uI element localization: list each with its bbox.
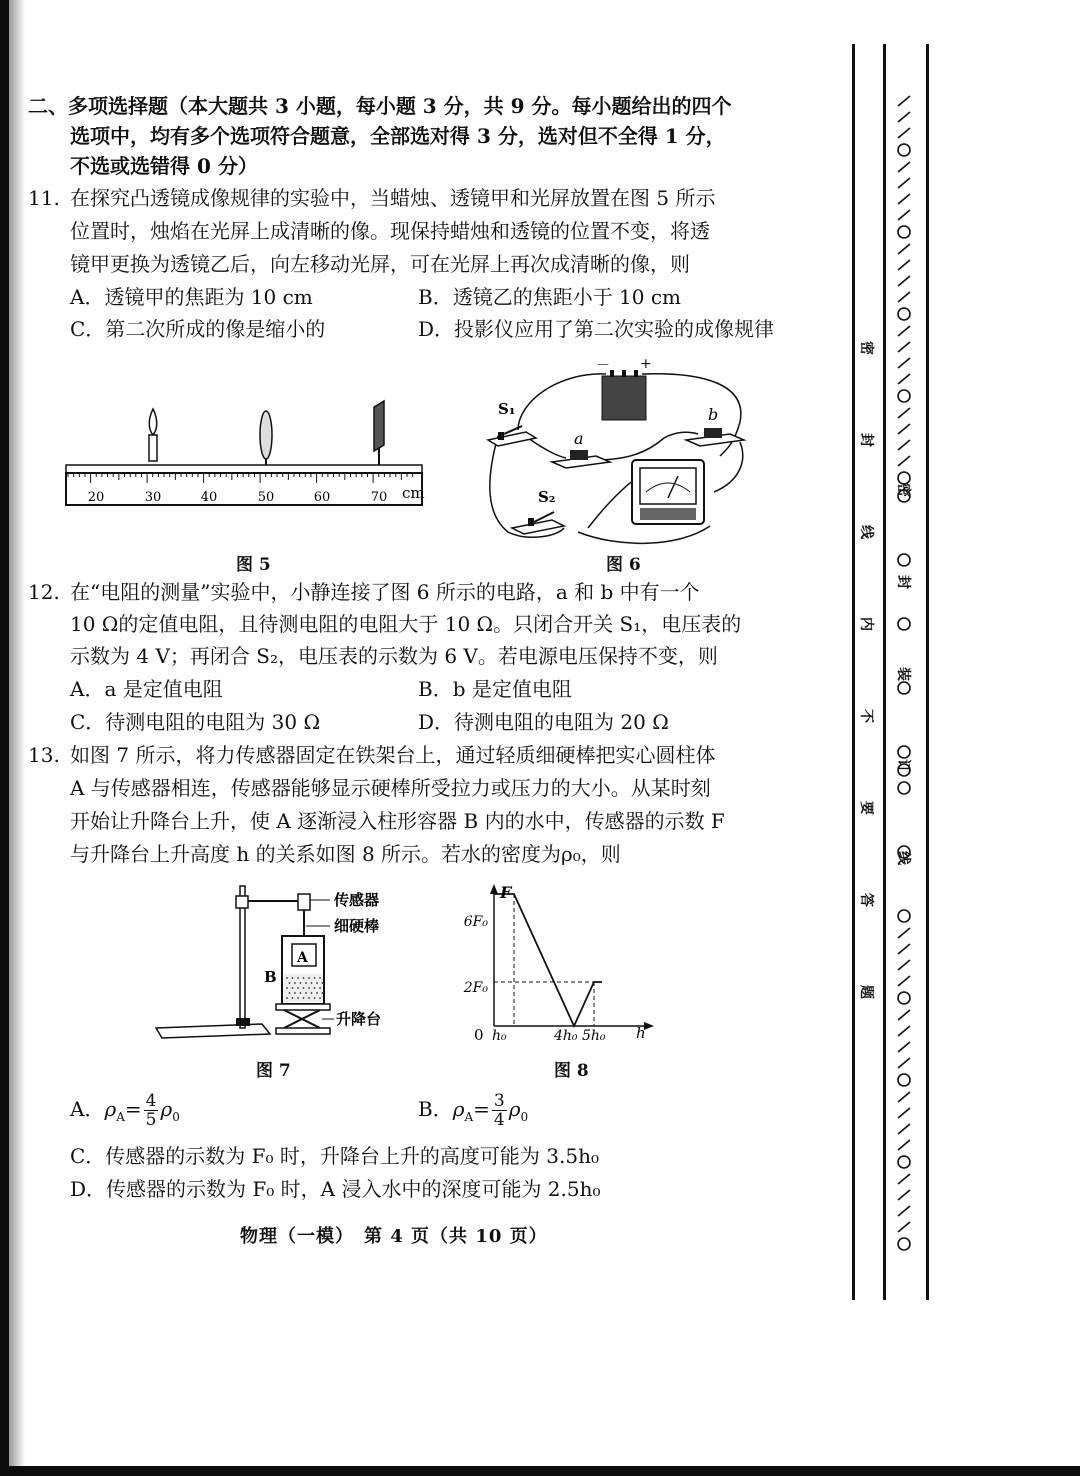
q13-stem-line4: 与升降台上升高度 h 的关系如图 8 所示。若水的密度为ρ₀，则 [70,842,621,866]
binding-line-right [926,44,929,1300]
resistor-b [686,428,744,446]
binding-slash [898,440,910,450]
water-dot [292,997,294,999]
water-dot [286,987,288,989]
water-dot [308,997,310,999]
q12-option-a: A．a 是定值电阻 [70,677,223,701]
binding-slash [898,960,910,970]
q12-number: 12. [28,580,60,604]
binding-circle [898,1238,910,1250]
x-tick-5h0: 5h₀ [582,1028,606,1044]
lens [260,411,272,465]
lift-platform [276,1004,334,1034]
q12-stem-line2: 10 Ω的定值电阻，且待测电阻的电阻大于 10 Ω。只闭合开关 S₁，电压表的 [70,612,742,636]
scan-shadow [9,0,25,1476]
figure-8-graph [444,878,664,1048]
fraction-4-5 [144,1092,159,1129]
water-dot [303,987,305,989]
q11-stem-line3: 镜甲更换为透镜乙后，向左移动光屏，可在光屏上再次成清晰的像，则 [70,252,690,276]
q11-option-d: D．投影仪应用了第二次实验的成像规律 [418,317,775,341]
battery [602,370,646,420]
binding-slash [898,1222,910,1232]
origin-label: 0 [474,1026,484,1044]
binding-circle [898,1156,910,1168]
q11-option-c: C．第二次所成的像是缩小的 [70,317,326,341]
binding-circle [898,746,910,758]
rho-0-sub: 0 [172,1110,180,1124]
rod-label: 细硬棒 [334,917,380,935]
water-dot [311,982,313,984]
binding-circle [898,490,910,502]
q13-stem-line3: 开始让升降台上升，使 A 逐渐浸入柱形容器 B 内的水中，传感器的示数 F [70,809,725,833]
figure-6-caption: 图 6 [606,555,641,575]
f-h-curve [494,894,602,1026]
q13-stem-line2: A 与传感器相连，传感器能够显示硬棒所受拉力或压力的大小。从某时刻 [70,776,711,800]
fraction-denominator: 4 [493,1110,505,1130]
rho-a-sub: A [116,1110,125,1124]
binding-slash [898,1206,910,1216]
rho-a: ρ [104,1097,117,1121]
figure-7-caption: 图 7 [256,1061,291,1081]
water-dot [294,992,296,994]
water-dot [308,987,310,989]
figure-7-apparatus [150,878,410,1048]
q13-option-c: C．传感器的示数为 F₀ 时，升降台上升的高度可能为 3.5h₀ [70,1144,599,1168]
binding-circle [898,910,910,922]
ruler-label-20: 20 [87,490,105,505]
water-dot [303,977,305,979]
binding-circle [898,554,910,566]
x-tick-4h0: 4h₀ [554,1028,578,1044]
binding-char: 内 [858,617,874,631]
scan-bottom-edge [0,1466,1080,1476]
water-dot [319,997,321,999]
binding-char: 线 [895,851,911,865]
section-heading-line1: 二、多项选择题（本大题共 3 小题，每小题 3 分，共 9 分。每小题给出的四个 [28,94,732,118]
binding-circle [898,472,910,484]
resistor-b-label: b [708,405,719,424]
water-dot [316,982,318,984]
q12-option-d: D．待测电阻的电阻为 20 Ω [418,710,669,734]
fraction-numerator: 4 [145,1091,157,1111]
binding-slash [898,1174,910,1184]
binding-slash [898,1010,910,1020]
binding-char: 订 [895,759,911,773]
q13-option-b-prefix: B． [418,1097,453,1121]
binding-slash [898,1058,910,1068]
binding-slash [898,342,910,352]
sensor-label: 传感器 [334,891,380,909]
q11-stem-line1: 在探究凸透镜成像规律的实验中，当蜡烛、透镜甲和光屏放置在图 5 所示 [70,186,716,210]
rho-a-sub: A [464,1110,474,1124]
y-axis-arrow [490,884,498,894]
rho-0-sub: 0 [520,1110,529,1124]
binding-circle [898,1074,910,1086]
binding-slash [898,456,910,466]
x-tick-h0: h₀ [492,1028,507,1044]
figure-5-optical-bench [60,395,430,520]
switch-s2 [512,512,564,534]
water-dot [289,992,291,994]
binding-circle [898,782,910,794]
binding-char: 密 [895,483,911,497]
water-dot [305,992,307,994]
q13-option-a-prefix: A． [70,1097,105,1121]
binding-slash [898,162,910,172]
water-dot [303,997,305,999]
resistor-a [552,450,610,468]
fraction-numerator: 3 [493,1091,505,1111]
q11-option-b: B．透镜乙的焦距小于 10 cm [418,285,682,309]
binding-slash [898,1108,910,1118]
binding-slash [898,276,910,286]
ruler-label-60: 60 [313,490,331,505]
binding-slash [898,1092,910,1102]
equals: = [473,1097,490,1121]
binding-circle [898,226,910,238]
binding-slash [898,128,910,138]
scan-left-edge [0,0,9,1476]
binding-circle [898,144,910,156]
binding-slash [898,260,910,270]
water-dot [305,982,307,984]
binding-circle [898,992,910,1004]
binding-slash [898,1026,910,1036]
binding-slash [898,326,910,336]
ruler-label-30: 30 [144,490,162,505]
y-axis-label: F [500,883,512,902]
q12-stem-line1: 在“电阻的测量”实验中，小静连接了图 6 所示的电路，a 和 b 中有一个 [70,580,700,604]
fraction-denominator: 5 [145,1110,157,1130]
water-dot [314,977,316,979]
binding-slash [898,928,910,938]
binding-slash [898,96,910,106]
binding-circle [898,764,910,776]
section-heading-line2: 选项中，均有多个选项符合题意，全部选对得 3 分，选对但不全得 1 分， [70,124,726,148]
water-dot [297,997,299,999]
force-sensor [298,894,330,910]
binding-char: 封 [858,433,874,447]
bench-rail [66,465,422,473]
page-footer: 物理（一模） 第 4 页（共 10 页） [240,1226,548,1247]
water-dot [319,987,321,989]
binding-char: 线 [858,525,874,539]
y-tick-6f0: 6F₀ [463,914,488,930]
ruler-label-70: 70 [370,490,388,505]
battery-plus: + [640,356,652,372]
binding-slash [898,1042,910,1052]
water-dot [314,997,316,999]
water-dot [292,987,294,989]
binding-slash [898,194,910,204]
water-dot [319,977,321,979]
q13-stem-line1: 如图 7 所示，将力传感器固定在铁架台上，通过轻质细硬棒把实心圆柱体 [70,743,716,767]
binding-slash [898,244,910,254]
binding-slash [898,408,910,418]
light-screen [374,401,384,465]
water-dot [300,982,302,984]
binding-pattern [892,92,916,1262]
binding-char: 密 [858,341,874,355]
binding-slash [898,1140,910,1150]
water-dot [322,982,324,984]
water-dot [316,992,318,994]
q12-option-c: C．待测电阻的电阻为 30 Ω [70,710,321,734]
binding-char: 不 [858,709,874,723]
q12-option-b: B．b 是定值电阻 [418,677,572,701]
binding-slash [898,1124,910,1134]
binding-slash [898,358,910,368]
binding-char: 要 [858,801,874,815]
lift-label: 升降台 [336,1010,382,1028]
water-dot [314,987,316,989]
binding-char: 装 [895,667,911,681]
binding-line-left [852,44,855,1300]
binding-circle [898,846,910,858]
rho-0: ρ [508,1097,521,1121]
binding-circle [898,618,910,630]
q13-number: 13. [28,743,60,767]
bench-ruler [66,473,422,505]
water-dot [286,977,288,979]
binding-dash-circle-pattern [892,92,916,1262]
q13-option-b [418,1092,528,1133]
cylinder-a-label: A [297,950,308,966]
water-dot [292,977,294,979]
binding-slash [898,374,910,384]
water-dot [286,997,288,999]
resistor-a-label: a [574,429,584,448]
binding-slash [898,424,910,434]
water-dot [297,987,299,989]
binding-char: 封 [895,575,911,589]
binding-slash [898,112,910,122]
figure-8-caption: 图 8 [554,1061,589,1081]
rho-a: ρ [452,1097,465,1121]
water-dot [311,992,313,994]
container-b-label: B [264,968,277,986]
ruler-label-50: 50 [257,490,275,505]
q11-option-a: A．透镜甲的焦距为 10 cm [70,285,313,309]
x-axis-label: h [636,1024,646,1042]
rho-0: ρ [160,1097,173,1121]
binding-char: 题 [858,985,874,999]
binding-slash [898,1190,910,1200]
binding-slash [898,178,910,188]
switch-s2-label: S₂ [538,488,556,506]
ruler-label-40: 40 [200,490,218,505]
binding-char: 答 [858,893,874,907]
q11-number: 11. [28,186,60,210]
equals: = [124,1097,142,1121]
section-heading-line3: 不选或选错得 0 分） [70,154,258,178]
battery-minus: － [596,358,610,374]
binding-circle [898,308,910,320]
binding-slash [898,976,910,986]
binding-circle [898,390,910,402]
binding-slash [898,944,910,954]
q11-stem-line2: 位置时，烛焰在光屏上成清晰的像。现保持蜡烛和透镜的位置不变，将透 [70,219,710,243]
water-dot [297,977,299,979]
water-dot [322,992,324,994]
water-dot [308,977,310,979]
voltmeter [632,460,704,524]
binding-circle [898,682,910,694]
water-dot [300,992,302,994]
switch-s1 [488,426,536,446]
figure-5-caption: 图 5 [236,555,271,575]
ruler-unit: cm [402,484,425,502]
q12-stem-line3: 示数为 4 V；再闭合 S₂，电压表的示数为 6 V。若电源电压保持不变，则 [70,644,718,668]
fraction-3-4 [492,1092,507,1129]
water-dot [294,982,296,984]
figure-6-circuit [478,352,758,552]
iron-stand [156,886,300,1038]
binding-slash [898,292,910,302]
binding-line-mid [883,44,886,1300]
switch-s1-label: S₁ [498,400,516,418]
q13-option-d: D．传感器的示数为 F₀ 时，A 浸入水中的深度可能为 2.5h₀ [70,1177,601,1201]
water-dot [289,982,291,984]
binding-slash [898,210,910,220]
y-tick-2f0: 2F₀ [463,980,488,996]
q13-option-a [70,1092,180,1133]
candle [149,409,157,461]
